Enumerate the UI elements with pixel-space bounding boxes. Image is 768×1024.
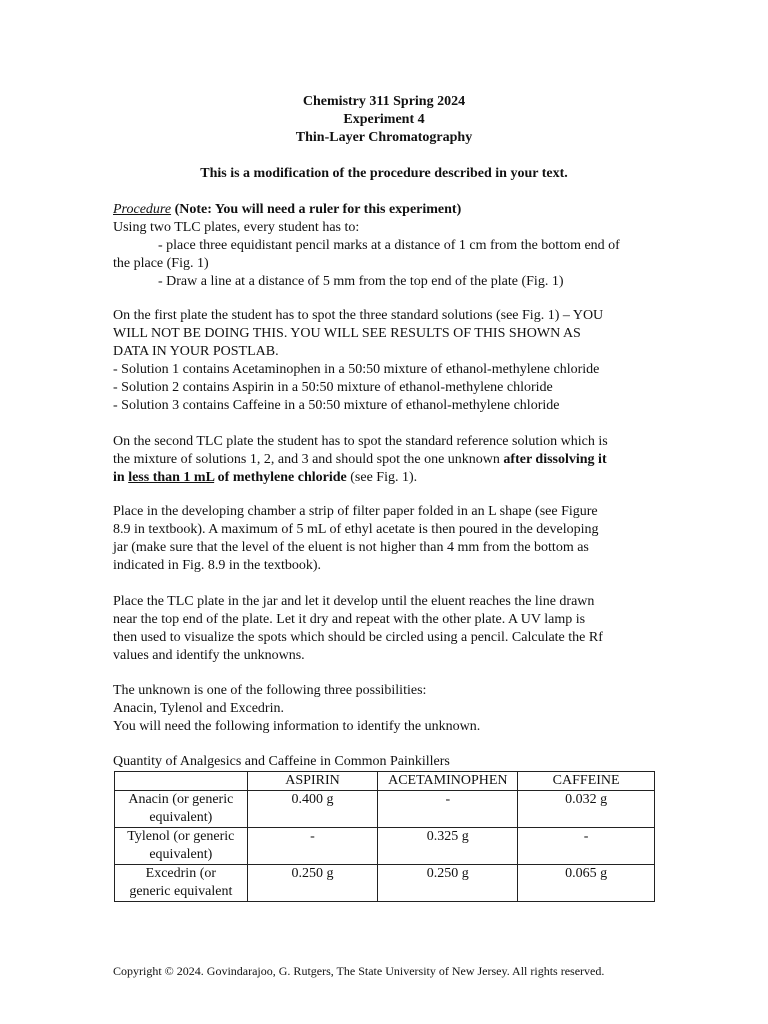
procedure-label: Procedure [113,202,172,217]
course-title: Chemistry 311 Spring 2024 [302,94,466,109]
solution-2: - Solution 2 contains Aspirin in a 50:50 mixture of ethanol-methylene chloride [113,380,553,395]
developing-section [113,503,658,575]
procedure-intro: Using two TLC plates, every student has to: [113,220,360,235]
second-plate-text: the mixture of solutions 1, 2, and 3 and should spot the one unknown [113,452,504,467]
volume-limit: less than 1 mL [128,470,215,485]
second-plate-emphasis: in [113,470,129,485]
second-plate-section [113,433,658,487]
experiment-number: Experiment 4 [343,112,425,127]
caffeine-cell: 0.032 g [518,791,655,828]
table-header-cell: CAFFEINE [518,772,655,791]
developing-line: indicated in Fig. 8.9 in the textbook). [113,558,322,573]
caffeine-cell: - [518,828,655,865]
aspirin-cell: 0.400 g [247,791,378,828]
unknown-section [113,682,658,736]
unknown-line: The unknown is one of the following three possibilities: [113,683,427,698]
plate-jar-section [113,593,658,665]
product-name: Excedrin (or [145,866,217,881]
first-plate-line: WILL NOT BE DOING THIS. YOU WILL SEE RESULTS OF THIS SHOWN AS [113,326,581,341]
acetaminophen-cell: - [378,791,518,828]
first-plate-line: On the first plate the student has to spot the three standard solutions (see Fig. 1) – YOU [113,308,604,323]
table-header-cell: ACETAMINOPHEN [378,772,518,791]
product-name: generic equivalent [129,884,233,899]
aspirin-cell: - [247,828,378,865]
plate-jar-line: values and identify the unknowns. [113,648,305,663]
copyright-footer: Copyright © 2024. Govindarajoo, G. Rutgers, The State University of New Jersey. All rights reserved. [113,964,605,978]
table-row [115,828,655,865]
modification-note: This is a modification of the procedure described in your text. [200,166,568,181]
first-plate-line: DATA IN YOUR POSTLAB. [113,344,279,359]
procedure-step-1: - place three equidistant pencil marks at a distance of 1 cm from the bottom end of [158,238,620,253]
product-name: Anacin (or generic [128,792,234,807]
procedure-step-1-cont: the place (Fig. 1) [113,256,209,271]
product-name-cell [115,865,248,902]
procedure-section [113,201,658,291]
experiment-title: Thin-Layer Chromatography [295,130,473,145]
plate-jar-line: Place the TLC plate in the jar and let it develop until the eluent reaches the line drawn [113,594,595,609]
plate-jar-line: near the top end of the plate. Let it dry and repeat with the other plate. A UV lamp is [113,612,586,627]
product-name: equivalent) [149,847,213,862]
product-name-cell [115,828,248,865]
table-caption: Quantity of Analgesics and Caffeine in Common Painkillers [113,754,450,769]
painkiller-table [114,771,655,902]
product-name: equivalent) [149,810,213,825]
unknown-line: You will need the following information to identify the unknown. [113,719,481,734]
aspirin-cell: 0.250 g [247,865,378,902]
product-name: Tylenol (or generic [127,829,235,844]
plate-jar-line: then used to visualize the spots which should be circled using a pencil. Calculate the Rf [113,630,603,645]
table-row [115,791,655,828]
caffeine-cell: 0.065 g [518,865,655,902]
acetaminophen-cell: 0.250 g [378,865,518,902]
second-plate-emphasis: of methylene chloride [214,470,347,485]
second-plate-line [113,469,658,487]
second-plate-emphasis: after dissolving it [503,452,607,467]
second-plate-text: (see Fig. 1). [346,470,418,485]
table-header-cell [115,772,248,791]
table-row [115,865,655,902]
product-name-cell [115,791,248,828]
solution-1: - Solution 1 contains Acetaminophen in a 50:50 mixture of ethanol-methylene chloride [113,362,600,377]
procedure-note: (Note: You will need a ruler for this experiment) [171,202,462,217]
developing-line: 8.9 in textbook). A maximum of 5 mL of ethyl acetate is then poured in the developing [113,522,599,537]
developing-line: Place in the developing chamber a strip of filter paper folded in an L shape (see Figure [113,504,598,519]
table-header-cell: ASPIRIN [247,772,378,791]
solution-3: - Solution 3 contains Caffeine in a 50:50 mixture of ethanol-methylene chloride [113,398,560,413]
procedure-heading [113,201,658,219]
first-plate-section [113,307,658,415]
unknown-line: Anacin, Tylenol and Excedrin. [113,701,284,716]
second-plate-line [113,451,658,469]
table-header-row [115,772,655,791]
second-plate-line: On the second TLC plate the student has to spot the standard reference solution which is [113,434,608,449]
developing-line: jar (make sure that the level of the eluent is not higher than 4 mm from the bottom as [113,540,589,555]
acetaminophen-cell: 0.325 g [378,828,518,865]
procedure-step-2: - Draw a line at a distance of 5 mm from the top end of the plate (Fig. 1) [158,274,564,289]
